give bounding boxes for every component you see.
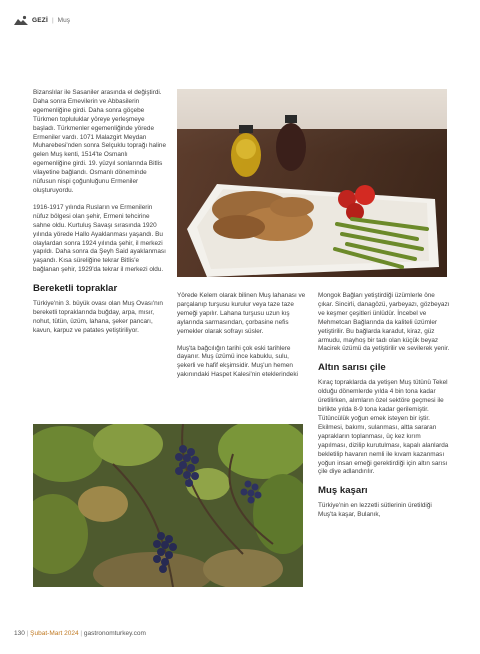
food-photo	[177, 89, 447, 277]
page-header	[14, 12, 70, 28]
paragraph: Mongok Bağları yetiştirdiği üzümlerle öne çıkar. Sincirli, danagözü, yarbeyazı, gözbeyazı ve keşmer çeşitleri ünlüdür. İncebel ve Mehmetcan Bağlarında da kaliteli üzümler yetiştirilir. Bu bağlarda karadut, kiraz, güz armudu, mayhoş bir tadı olan küçük beyaz Macirek üzümü da yetiştirilir ve sevilerek yenir.	[318, 292, 450, 353]
grapes-photo	[33, 424, 303, 587]
section-label: GEZİ	[32, 16, 48, 24]
column-1	[33, 89, 167, 344]
column-3	[318, 292, 450, 528]
paragraph: Yörede Kelem olarak bilinen Muş lahanası ve parçalanıp turşusu kurulur veya taze taze yemeği yapılır. Lahana turşusu uzun kış aylarında sarmasından, çorbasine nefis yemekler olarak sofrayı süsler.	[177, 292, 306, 335]
subheading-bereketli: Bereketli topraklar	[33, 283, 118, 295]
subheading-altin: Altın sarısı çile	[318, 362, 386, 374]
paragraph: Bizanslılar ile Sasaniler arasında el değiştirdi. Daha sonra Emevilerin ve Abbasilerin egemenliğine girdi. Daha sonra göçebe Türkmen topluluklar yöreye yerleşmeye başladı. Türkmenler egemenliğinde yörede Ermeniler vardı. 1071 Malazgirt Meydan Muharebesi'nden sonra Selçuklu toprağı haline gelen Muş kenti, 1514'te Osmanlı egemenliğine girdi. 19. yüzyıl sonlarında Bitlis vilayetine bağlandı. Osmanlı döneminde nüfusun nispi çoğunluğunu Ermeniler oluşturuyordu.	[33, 89, 167, 194]
paragraph: Kıraç topraklarda da yetişen Muş tütünü Tekel olduğu dönemlerde yılda 4 bin tona kadar üretilirken, alımların özel sektöre geçmesi ile birlikte yılda 8-9 tona kadar gerilemiştir. Tütüncülük yoğun emek isteyen bir iştir. Ekilmesi, bakımı, sulanması, altta sararan yaprakların toplanması, üç kez kırım yapılması, dizilip kurutulması, kapalı alanlarda bekletilip havanın nemli ile kıvam kazanması yoğun insan emeği gerektirdiği için altın sarısı çile diye adlandırılır.	[318, 379, 449, 476]
landscape-icon	[14, 15, 28, 26]
column-2	[177, 292, 307, 388]
subheading-kasar: Muş kaşarı	[318, 485, 368, 497]
header-separator: |	[51, 16, 54, 24]
paragraph: Türkiye'nin 3. büyük ovası olan Muş Ovası'nın bereketli topraklarında buğday, arpa, mısır, nohut, tütün, üzüm, lahana, şeker pancarı, kavun, karpuz ve patates yetiştiriliyor.	[33, 300, 163, 334]
page-footer: 130 | Şubat-Mart 2024 | gastronomturkey.com	[14, 630, 146, 637]
issue-date: Şubat-Mart 2024	[30, 630, 79, 637]
paragraph: Muş'ta bağcılığın tarihi çok eski tarihlere dayanır. Muş üzümü ince kabuklu, sulu, şekerli ve hafif ekşimsidir. Muş'un hemen yakınındaki Haspet Kalesi'nin eteklerindeki	[177, 344, 298, 379]
location-label: Muş	[57, 16, 70, 24]
paragraph: 1916-1917 yılında Rusların ve Ermenilerin nüfuz bölgesi olan şehir, Ermeni tehcirine sahne oldu. Kurtuluş Savaşı sırasında 1920 yılında yörede Hallo Ayaklanması yaşandı. Bu olaylardan sonra 1924 yılında şehir, il merkezi yapıldı. Daha sonra da Şeyh Said ayaklanması yaşandı. Kısa süreliğine tekrar Bitlis'e bağlanan şehir, 1929'da tekrar il merkezi oldu.	[33, 203, 166, 274]
paragraph: Türkiye'nin en lezzetli sütlerinin üretildiği Muş'ta kaşar, Bulanık,	[318, 502, 432, 519]
grapes-photo-illustration	[33, 424, 303, 587]
website-link[interactable]: gastronomturkey.com	[83, 630, 146, 637]
page-number: 130	[14, 630, 25, 637]
food-photo-illustration	[177, 89, 447, 277]
